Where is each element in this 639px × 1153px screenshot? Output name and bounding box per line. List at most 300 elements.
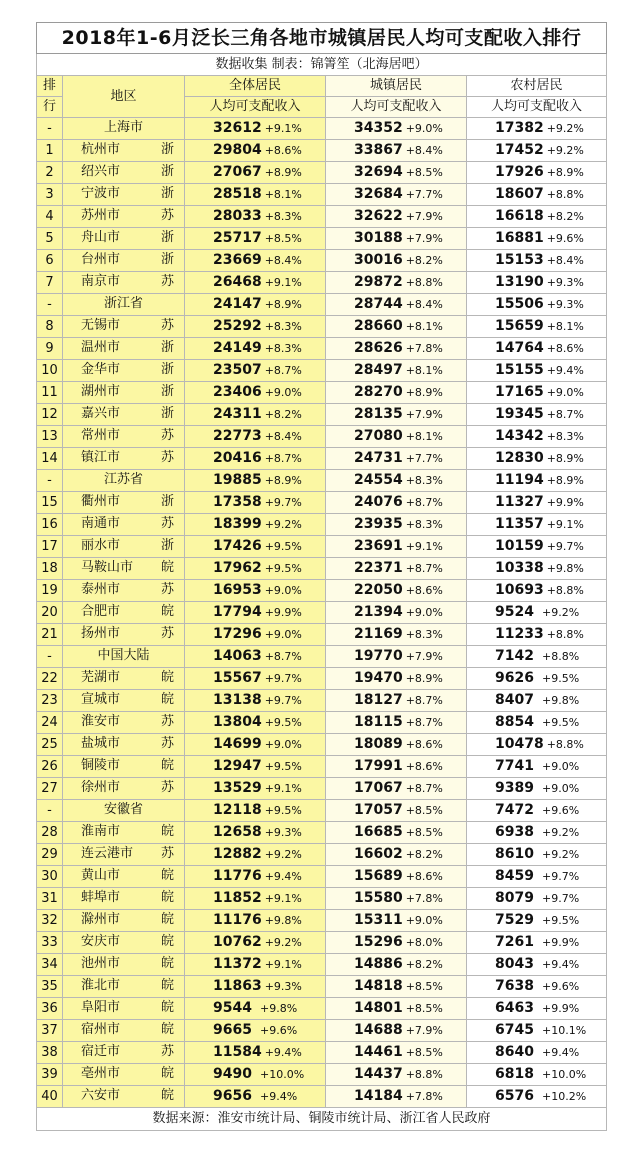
region-name: 宿州市 (81, 1022, 121, 1037)
urban-income-cell (326, 470, 467, 492)
province-abbr: 皖 (160, 934, 174, 949)
urban-growth-pct: +8.3% (405, 518, 443, 531)
region-name: 六安市 (81, 1088, 121, 1103)
rank-cell: 20 (37, 602, 63, 624)
all-income-value: 27067 (213, 164, 262, 180)
province-abbr: 浙 (160, 230, 174, 245)
region-name: 嘉兴市 (81, 406, 121, 421)
urban-growth-pct: +8.5% (405, 804, 443, 817)
province-abbr: 苏 (160, 582, 174, 597)
rural-growth-pct: +9.6% (546, 232, 584, 245)
table-credit: 数据收集 制表：锦箐笙（北海居吧） (37, 54, 607, 76)
all-income-value: 10762 (213, 934, 262, 950)
all-income-cell (185, 822, 326, 844)
region-cell (63, 976, 185, 998)
all-income-value: 12118 (213, 802, 262, 818)
region-name: 南通市 (81, 516, 121, 531)
province-abbr: 皖 (160, 824, 174, 839)
all-growth-pct: +9.1% (264, 782, 302, 795)
table-row (37, 184, 607, 206)
urban-growth-pct: +8.5% (405, 1046, 443, 1059)
rural-growth-pct: +8.3% (546, 430, 584, 443)
rural-income-value: 11233 (495, 626, 544, 642)
rank-cell: 8 (37, 316, 63, 338)
province-abbr: 皖 (160, 1000, 174, 1015)
all-income-cell (185, 404, 326, 426)
all-growth-pct: +9.8% (260, 1002, 298, 1015)
all-income-cell (185, 426, 326, 448)
urban-growth-pct: +7.9% (405, 408, 443, 421)
all-income-value: 23507 (213, 362, 262, 378)
region-name: 马鞍山市 (81, 560, 134, 575)
all-growth-pct: +8.2% (264, 408, 302, 421)
rural-income-value: 16881 (495, 230, 544, 246)
province-abbr: 皖 (160, 912, 174, 927)
rural-growth-pct: +8.1% (546, 320, 584, 333)
province-abbr: 浙 (160, 186, 174, 201)
all-growth-pct: +10.0% (260, 1068, 305, 1081)
urban-income-cell (326, 250, 467, 272)
province-abbr: 皖 (160, 978, 174, 993)
region-name: 金华市 (81, 362, 121, 377)
table-row (37, 492, 607, 514)
all-income-cell (185, 228, 326, 250)
table-row (37, 954, 607, 976)
all-growth-pct: +9.5% (264, 760, 302, 773)
urban-income-value: 14818 (354, 978, 403, 994)
all-income-cell (185, 690, 326, 712)
all-income-value: 13529 (213, 780, 262, 796)
all-income-value: 9665 (213, 1022, 252, 1038)
region-cell (63, 514, 185, 536)
rural-income-value: 10478 (495, 736, 544, 752)
all-growth-pct: +8.6% (264, 144, 302, 157)
all-growth-pct: +9.4% (260, 1090, 298, 1103)
region-cell (63, 778, 185, 800)
rural-income-cell (467, 338, 607, 360)
rural-income-value: 8854 (495, 714, 534, 730)
province-abbr: 苏 (160, 428, 174, 443)
rank-cell: 24 (37, 712, 63, 734)
region-name: 盐城市 (81, 736, 121, 751)
region-cell (63, 250, 185, 272)
region-name: 苏州市 (81, 208, 121, 223)
rural-income-cell (467, 140, 607, 162)
rural-income-cell (467, 382, 607, 404)
urban-growth-pct: +8.7% (405, 716, 443, 729)
all-income-value: 25717 (213, 230, 262, 246)
rural-income-cell (467, 272, 607, 294)
all-growth-pct: +8.3% (264, 320, 302, 333)
all-income-value: 19885 (213, 472, 262, 488)
all-growth-pct: +9.3% (264, 826, 302, 839)
rural-income-cell (467, 954, 607, 976)
province-abbr: 皖 (160, 604, 174, 619)
urban-income-cell (326, 624, 467, 646)
table-row (37, 778, 607, 800)
rural-income-cell (467, 448, 607, 470)
region-name: 常州市 (81, 428, 121, 443)
rural-income-cell (467, 756, 607, 778)
urban-growth-pct: +8.7% (405, 694, 443, 707)
urban-income-cell (326, 712, 467, 734)
urban-growth-pct: +8.6% (405, 584, 443, 597)
rural-income-value: 15506 (495, 296, 544, 312)
urban-income-cell (326, 536, 467, 558)
region-name: 浙江省 (103, 296, 143, 311)
all-income-value: 13804 (213, 714, 262, 730)
urban-growth-pct: +9.0% (405, 606, 443, 619)
table-row (37, 932, 607, 954)
all-income-value: 17794 (213, 604, 262, 620)
region-cell (63, 734, 185, 756)
region-name: 温州市 (81, 340, 121, 355)
province-abbr: 苏 (160, 1044, 174, 1059)
region-name: 中国大陆 (97, 648, 150, 663)
all-income-cell (185, 1086, 326, 1108)
region-name: 宿迁市 (81, 1044, 121, 1059)
urban-income-cell (326, 1086, 467, 1108)
table-row (37, 118, 607, 140)
urban-income-value: 19470 (354, 670, 403, 686)
urban-income-cell (326, 602, 467, 624)
table-row (37, 910, 607, 932)
rank-cell: 27 (37, 778, 63, 800)
rural-growth-pct: +9.9% (542, 936, 580, 949)
all-income-value: 11852 (213, 890, 262, 906)
urban-growth-pct: +9.0% (405, 914, 443, 927)
rank-cell: 23 (37, 690, 63, 712)
province-abbr: 皖 (160, 670, 174, 685)
table-row (37, 998, 607, 1020)
urban-growth-pct: +8.9% (405, 672, 443, 685)
region-name: 淮南市 (81, 824, 121, 839)
urban-income-value: 15580 (354, 890, 403, 906)
all-income-cell (185, 338, 326, 360)
all-growth-pct: +9.3% (264, 980, 302, 993)
rural-growth-pct: +10.0% (542, 1068, 587, 1081)
urban-growth-pct: +8.7% (405, 782, 443, 795)
all-growth-pct: +8.4% (264, 430, 302, 443)
table-row (37, 206, 607, 228)
urban-growth-pct: +8.5% (405, 980, 443, 993)
urban-income-value: 18089 (354, 736, 403, 752)
rural-income-value: 8610 (495, 846, 534, 862)
region-name: 上海市 (103, 120, 143, 135)
region-name: 亳州市 (81, 1066, 121, 1081)
table-row (37, 338, 607, 360)
urban-income-value: 14886 (354, 956, 403, 972)
table-row (37, 624, 607, 646)
all-income-cell (185, 712, 326, 734)
urban-income-value: 23935 (354, 516, 403, 532)
table-row (37, 536, 607, 558)
region-name: 宣城市 (81, 692, 121, 707)
rural-income-value: 17165 (495, 384, 544, 400)
rank-cell: 6 (37, 250, 63, 272)
province-abbr: 苏 (160, 714, 174, 729)
rank-cell: 17 (37, 536, 63, 558)
urban-growth-pct: +8.8% (405, 276, 443, 289)
all-income-value: 12658 (213, 824, 262, 840)
urban-income-cell (326, 954, 467, 976)
all-growth-pct: +8.9% (264, 474, 302, 487)
urban-income-value: 14688 (354, 1022, 403, 1038)
region-name: 泰州市 (81, 582, 121, 597)
urban-income-cell (326, 756, 467, 778)
table-row (37, 668, 607, 690)
region-cell (63, 668, 185, 690)
all-income-cell (185, 756, 326, 778)
data-source-footer: 数据来源：淮安市统计局、铜陵市统计局、浙江省人民政府 (37, 1108, 607, 1131)
region-cell (63, 294, 185, 316)
rural-income-cell (467, 844, 607, 866)
all-growth-pct: +9.0% (264, 628, 302, 641)
region-name: 合肥市 (81, 604, 121, 619)
urban-income-cell (326, 976, 467, 998)
urban-income-cell (326, 448, 467, 470)
region-cell (63, 404, 185, 426)
all-growth-pct: +9.4% (264, 870, 302, 883)
rank-cell: 30 (37, 866, 63, 888)
all-income-value: 32612 (213, 120, 262, 136)
rural-growth-pct: +9.5% (542, 716, 580, 729)
rural-growth-pct: +10.2% (542, 1090, 587, 1103)
rank-cell: 29 (37, 844, 63, 866)
rural-income-cell (467, 580, 607, 602)
rank-cell: 39 (37, 1064, 63, 1086)
region-cell (63, 910, 185, 932)
urban-income-cell (326, 800, 467, 822)
province-abbr: 皖 (160, 1088, 174, 1103)
rural-income-value: 11357 (495, 516, 544, 532)
urban-income-value: 15296 (354, 934, 403, 950)
rural-income-value: 8459 (495, 868, 534, 884)
rural-growth-pct: +8.9% (546, 474, 584, 487)
province-abbr: 苏 (160, 208, 174, 223)
all-income-value: 11584 (213, 1044, 262, 1060)
rural-growth-pct: +9.1% (546, 518, 584, 531)
all-income-cell (185, 382, 326, 404)
rural-growth-pct: +9.8% (546, 562, 584, 575)
all-income-value: 28518 (213, 186, 262, 202)
urban-income-cell (326, 272, 467, 294)
province-abbr: 浙 (160, 538, 174, 553)
region-cell (63, 382, 185, 404)
urban-income-cell (326, 492, 467, 514)
rural-growth-pct: +9.0% (542, 782, 580, 795)
urban-income-value: 16685 (354, 824, 403, 840)
header-urban-bottom: 人均可支配收入 (326, 97, 467, 118)
rank-cell: - (37, 646, 63, 668)
rural-income-value: 18607 (495, 186, 544, 202)
region-cell (63, 228, 185, 250)
urban-income-cell (326, 668, 467, 690)
rural-income-cell (467, 536, 607, 558)
rural-income-value: 6818 (495, 1066, 534, 1082)
urban-growth-pct: +8.6% (405, 870, 443, 883)
all-income-value: 15567 (213, 670, 262, 686)
rural-income-cell (467, 998, 607, 1020)
rank-cell: 19 (37, 580, 63, 602)
urban-growth-pct: +7.9% (405, 232, 443, 245)
region-cell (63, 338, 185, 360)
urban-income-cell (326, 646, 467, 668)
urban-income-value: 19770 (354, 648, 403, 664)
region-name: 池州市 (81, 956, 121, 971)
table-row (37, 602, 607, 624)
rural-income-value: 11194 (495, 472, 544, 488)
table-row (37, 514, 607, 536)
rural-income-cell (467, 734, 607, 756)
region-cell (63, 206, 185, 228)
province-abbr: 苏 (160, 318, 174, 333)
all-income-value: 22773 (213, 428, 262, 444)
rank-cell: 9 (37, 338, 63, 360)
rank-cell: 11 (37, 382, 63, 404)
all-growth-pct: +8.7% (264, 452, 302, 465)
rural-income-cell (467, 184, 607, 206)
urban-growth-pct: +8.0% (405, 936, 443, 949)
province-abbr: 苏 (160, 736, 174, 751)
table-row (37, 690, 607, 712)
all-growth-pct: +9.0% (264, 386, 302, 399)
region-cell (63, 866, 185, 888)
urban-growth-pct: +7.8% (405, 342, 443, 355)
rural-growth-pct: +9.4% (542, 1046, 580, 1059)
urban-income-cell (326, 844, 467, 866)
rural-income-value: 6745 (495, 1022, 534, 1038)
region-name: 无锡市 (81, 318, 121, 333)
urban-income-cell (326, 382, 467, 404)
region-name: 黄山市 (81, 868, 121, 883)
rank-cell: 13 (37, 426, 63, 448)
rank-cell: 4 (37, 206, 63, 228)
rural-income-cell (467, 1064, 607, 1086)
urban-income-value: 23691 (354, 538, 403, 554)
urban-growth-pct: +7.9% (405, 650, 443, 663)
urban-income-cell (326, 118, 467, 140)
rank-cell: 2 (37, 162, 63, 184)
rank-cell: 18 (37, 558, 63, 580)
all-income-cell (185, 844, 326, 866)
urban-income-value: 32684 (354, 186, 403, 202)
all-growth-pct: +9.1% (264, 122, 302, 135)
urban-growth-pct: +8.2% (405, 254, 443, 267)
region-name: 湖州市 (81, 384, 121, 399)
rank-cell: 15 (37, 492, 63, 514)
province-abbr: 皖 (160, 758, 174, 773)
table-row (37, 734, 607, 756)
rural-income-value: 17926 (495, 164, 544, 180)
all-income-cell (185, 888, 326, 910)
urban-growth-pct: +8.7% (405, 496, 443, 509)
table-row (37, 976, 607, 998)
rural-growth-pct: +9.9% (542, 1002, 580, 1015)
table-row (37, 1042, 607, 1064)
urban-income-value: 27080 (354, 428, 403, 444)
rural-income-value: 9389 (495, 780, 534, 796)
all-growth-pct: +9.2% (264, 848, 302, 861)
all-income-cell (185, 250, 326, 272)
rural-growth-pct: +10.1% (542, 1024, 587, 1037)
region-name: 衢州市 (81, 494, 121, 509)
page-title: 2018年1-6月泛长三角各地市城镇居民人均可支配收入排行 (37, 23, 607, 54)
region-cell (63, 998, 185, 1020)
region-cell (63, 932, 185, 954)
all-growth-pct: +8.7% (264, 650, 302, 663)
rural-growth-pct: +8.6% (546, 342, 584, 355)
urban-income-value: 18115 (354, 714, 403, 730)
rural-income-cell (467, 690, 607, 712)
rural-income-value: 14342 (495, 428, 544, 444)
all-growth-pct: +8.3% (264, 342, 302, 355)
rural-income-cell (467, 426, 607, 448)
region-name: 滁州市 (81, 912, 121, 927)
rural-income-value: 17452 (495, 142, 544, 158)
rural-income-cell (467, 162, 607, 184)
province-abbr: 苏 (160, 516, 174, 531)
region-name: 芜湖市 (81, 670, 121, 685)
all-income-value: 9544 (213, 1000, 252, 1016)
urban-growth-pct: +8.5% (405, 826, 443, 839)
all-income-value: 17358 (213, 494, 262, 510)
rural-growth-pct: +9.2% (542, 826, 580, 839)
urban-income-cell (326, 1064, 467, 1086)
region-cell (63, 184, 185, 206)
all-growth-pct: +9.9% (264, 606, 302, 619)
rural-growth-pct: +8.9% (546, 452, 584, 465)
all-income-cell (185, 580, 326, 602)
region-cell (63, 1086, 185, 1108)
rural-income-cell (467, 118, 607, 140)
rural-income-value: 7472 (495, 802, 534, 818)
region-cell (63, 118, 185, 140)
table-row (37, 866, 607, 888)
table-row (37, 1086, 607, 1108)
region-name: 绍兴市 (81, 164, 121, 179)
all-income-cell (185, 734, 326, 756)
urban-growth-pct: +8.7% (405, 562, 443, 575)
all-income-value: 17962 (213, 560, 262, 576)
rank-cell: 5 (37, 228, 63, 250)
rural-growth-pct: +8.4% (546, 254, 584, 267)
all-income-cell (185, 118, 326, 140)
all-income-cell (185, 1042, 326, 1064)
rank-cell: 25 (37, 734, 63, 756)
urban-income-cell (326, 426, 467, 448)
rank-cell: 37 (37, 1020, 63, 1042)
all-income-value: 11776 (213, 868, 262, 884)
all-growth-pct: +9.6% (260, 1024, 298, 1037)
all-growth-pct: +9.5% (264, 716, 302, 729)
rural-income-cell (467, 976, 607, 998)
all-income-cell (185, 668, 326, 690)
region-name: 南京市 (81, 274, 121, 289)
all-income-cell (185, 558, 326, 580)
urban-income-value: 21394 (354, 604, 403, 620)
all-growth-pct: +9.7% (264, 694, 302, 707)
rural-growth-pct: +8.7% (546, 408, 584, 421)
urban-income-value: 24731 (354, 450, 403, 466)
rank-cell: 7 (37, 272, 63, 294)
region-cell (63, 360, 185, 382)
rank-cell: 31 (37, 888, 63, 910)
rural-income-cell (467, 404, 607, 426)
province-abbr: 苏 (160, 274, 174, 289)
rural-income-cell (467, 206, 607, 228)
table-row (37, 646, 607, 668)
